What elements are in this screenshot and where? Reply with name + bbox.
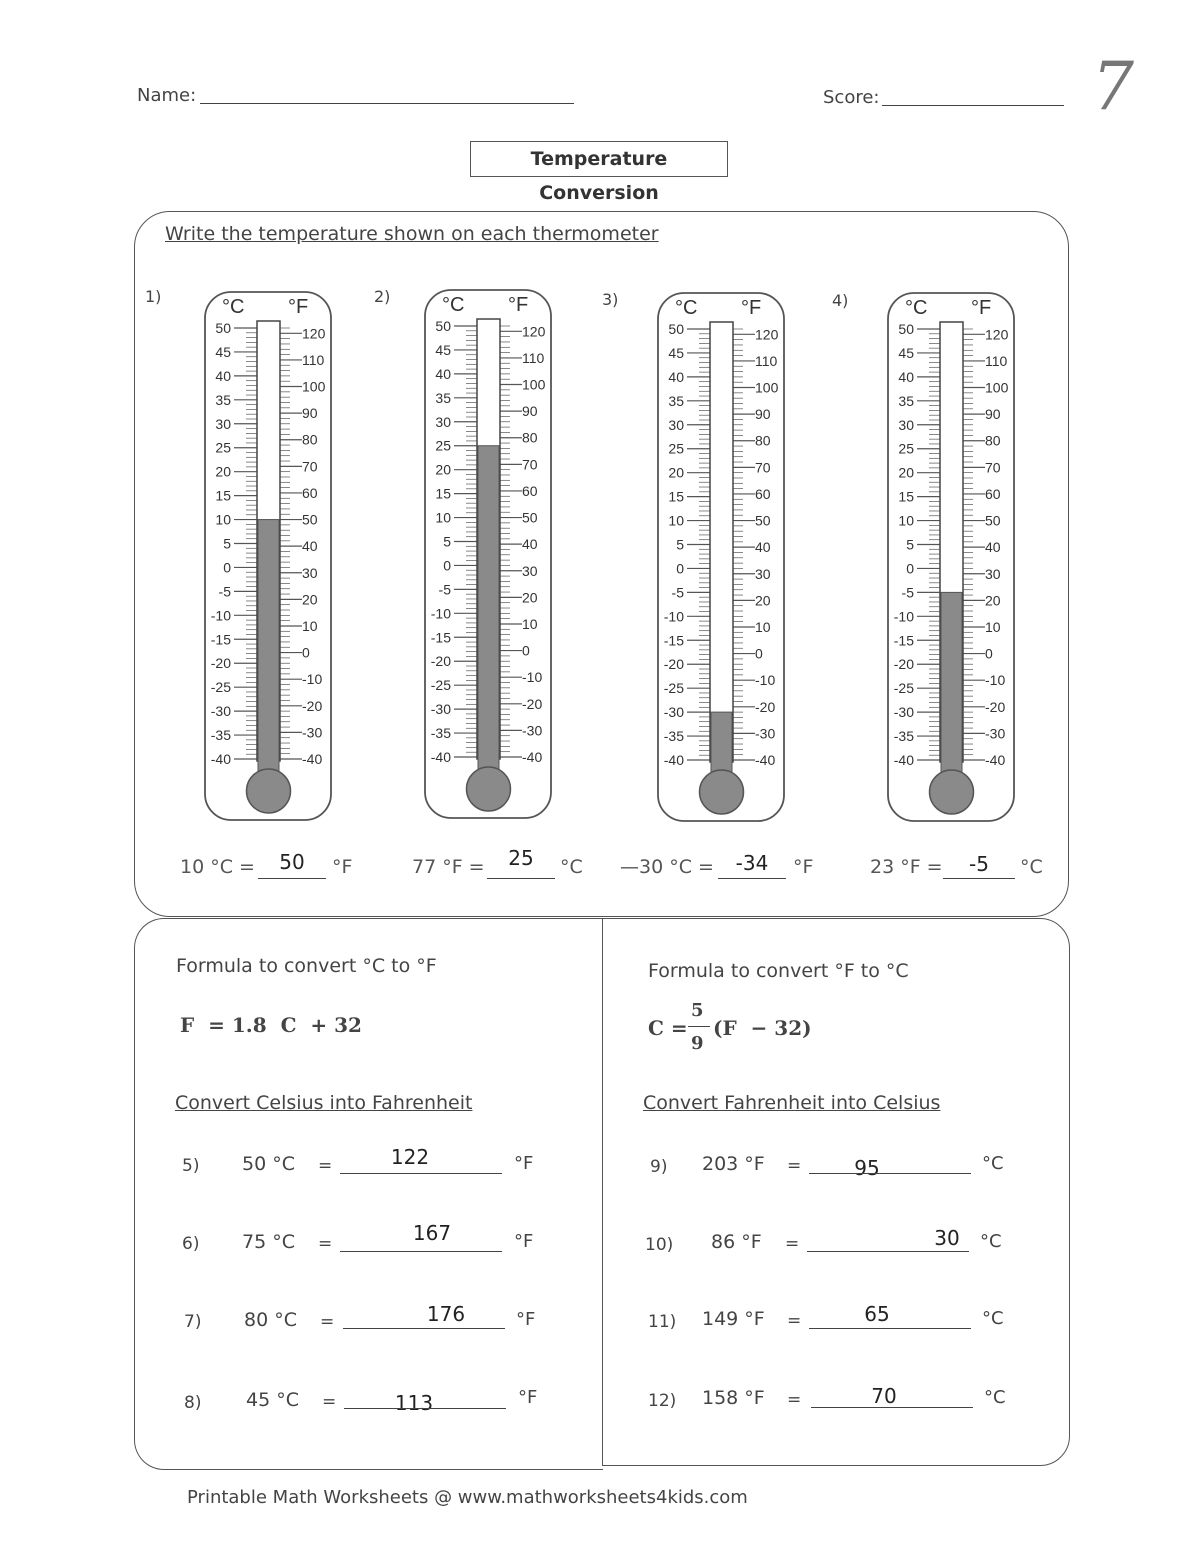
celsius-tick-label: -20 — [210, 655, 231, 672]
celsius-tick-label: 30 — [668, 416, 684, 433]
fahrenheit-tick-label: 40 — [302, 538, 318, 555]
celsius-tick-label: -15 — [210, 631, 231, 648]
celsius-tick-label: -20 — [430, 653, 451, 670]
fahrenheit-tick-label: 120 — [755, 326, 779, 343]
right-section-title: Convert Fahrenheit into Celsius — [643, 1092, 941, 1114]
fahrenheit-tick-label: 10 — [755, 618, 771, 635]
thermometer-graphic — [657, 292, 785, 822]
fahrenheit-tick-label: -30 — [985, 725, 1006, 742]
thermometer-equation-prefix: 77 °F = — [412, 856, 485, 878]
celsius-tick-label: 5 — [223, 535, 231, 552]
celsius-tick-label: -10 — [663, 608, 684, 625]
celsius-tick-label: -25 — [663, 680, 684, 697]
celsius-tick-label: 20 — [435, 461, 451, 478]
thermometer-answer-blank[interactable] — [487, 878, 555, 879]
answer-text: 30 — [934, 1226, 960, 1250]
celsius-tick-label: -40 — [893, 752, 914, 768]
problem-number: 12) — [648, 1391, 677, 1411]
fahrenheit-tick-label: 110 — [985, 352, 1008, 369]
fahrenheit-tick-label: 70 — [302, 458, 318, 475]
answer-text: 113 — [394, 1391, 434, 1415]
fahrenheit-tick-label: 30 — [985, 565, 1001, 582]
fahrenheit-tick-label: -20 — [985, 698, 1006, 715]
fahrenheit-tick-label: -20 — [302, 697, 323, 714]
fahrenheit-tick-label: 60 — [755, 485, 771, 502]
fahrenheit-tick-label: -30 — [522, 722, 543, 739]
fahrenheit-tick-label: 100 — [755, 379, 779, 396]
fahrenheit-tick-label: 20 — [522, 589, 538, 606]
answer-blank[interactable] — [811, 1407, 973, 1408]
thermometer-answer: -34 — [735, 851, 769, 875]
fahrenheit-tick-label: 50 — [755, 512, 771, 529]
problem-number: 11) — [648, 1312, 677, 1332]
c-to-f-formula: F = 1.8 C + 32 — [180, 1013, 362, 1037]
celsius-unit-label: °C — [675, 297, 698, 319]
fahrenheit-tick-label: -40 — [522, 749, 543, 765]
equals-sign: = — [322, 1392, 337, 1412]
fahrenheit-tick-label: 40 — [755, 539, 771, 556]
celsius-tick-label: 45 — [215, 343, 231, 360]
problem-number: 7) — [184, 1312, 202, 1332]
answer-blank[interactable] — [809, 1173, 971, 1174]
fahrenheit-tick-label: 60 — [302, 484, 318, 501]
celsius-tick-label: 25 — [898, 440, 914, 457]
celsius-tick-label: 40 — [435, 365, 451, 382]
fahrenheit-tick-label: 60 — [522, 482, 538, 499]
celsius-tick-label: 15 — [898, 488, 914, 505]
celsius-tick-label: 0 — [906, 560, 914, 577]
equals-sign: = — [787, 1156, 802, 1176]
thermometer-answer-blank[interactable] — [718, 878, 786, 879]
celsius-tick-label: -30 — [893, 704, 914, 721]
fahrenheit-tick-label: 100 — [522, 376, 546, 393]
celsius-tick-label: -15 — [430, 629, 451, 646]
equals-sign: = — [785, 1234, 800, 1254]
problem-value: 158 °F — [702, 1387, 765, 1409]
celsius-tick-label: 35 — [215, 391, 231, 408]
fahrenheit-tick-label: -20 — [755, 698, 776, 715]
problem-number: 5) — [182, 1156, 200, 1176]
fahrenheit-tick-label: 110 — [755, 352, 778, 369]
celsius-tick-label: -30 — [210, 703, 231, 720]
equals-sign: = — [787, 1390, 802, 1410]
thermometer-equation-unit: °F — [793, 856, 814, 878]
celsius-tick-label: 20 — [215, 463, 231, 480]
fahrenheit-tick-label: 10 — [985, 618, 1001, 635]
unit-label: °C — [982, 1308, 1004, 1329]
thermometer-equation-prefix: 10 °C = — [180, 856, 255, 878]
unit-label: °C — [982, 1153, 1004, 1174]
celsius-tick-label: 10 — [215, 511, 231, 528]
fahrenheit-tick-label: 20 — [985, 592, 1001, 609]
fahrenheit-tick-label: 90 — [985, 406, 1001, 423]
thermometer-bulb — [247, 769, 291, 813]
answer-text: 122 — [390, 1145, 430, 1169]
problem-value: 75 °C — [242, 1231, 295, 1253]
fahrenheit-tick-label: 90 — [522, 403, 538, 420]
celsius-tick-label: 50 — [668, 321, 684, 337]
answer-text: 167 — [412, 1221, 452, 1245]
thermometer — [887, 292, 1015, 822]
fahrenheit-unit-label: °F — [508, 294, 529, 316]
celsius-tick-label: 0 — [443, 557, 451, 574]
fahrenheit-tick-label: 10 — [302, 617, 318, 634]
fahrenheit-tick-label: -10 — [302, 671, 323, 688]
celsius-tick-label: -15 — [663, 632, 684, 649]
celsius-tick-label: 45 — [898, 344, 914, 361]
answer-blank[interactable] — [340, 1173, 502, 1174]
celsius-tick-label: 35 — [668, 392, 684, 409]
equals-sign: = — [318, 1234, 333, 1254]
problem-value: 149 °F — [702, 1308, 765, 1330]
score-field[interactable] — [882, 105, 1064, 106]
problem-value: 50 °C — [242, 1153, 295, 1175]
fahrenheit-tick-label: 120 — [985, 326, 1009, 343]
thermometer-answer: 25 — [508, 846, 534, 870]
score-label: Score: — [823, 87, 880, 108]
celsius-tick-label: 20 — [898, 464, 914, 481]
problem-number: 10) — [645, 1235, 674, 1255]
footer-text: Printable Math Worksheets @ www.mathworksheets4kids.com — [187, 1487, 748, 1508]
celsius-tick-label: 20 — [668, 464, 684, 481]
f-to-c-fraction-numerator: 5 — [691, 1000, 704, 1021]
fahrenheit-tick-label: 0 — [302, 644, 310, 661]
celsius-tick-label: -25 — [893, 680, 914, 697]
fahrenheit-tick-label: -40 — [985, 752, 1006, 768]
fahrenheit-tick-label: 90 — [302, 405, 318, 422]
celsius-tick-label: 40 — [668, 368, 684, 385]
celsius-tick-label: -20 — [663, 656, 684, 673]
fahrenheit-tick-label: 120 — [302, 325, 326, 342]
answer-blank[interactable] — [343, 1328, 505, 1329]
celsius-tick-label: 15 — [668, 488, 684, 505]
unit-label: °C — [980, 1231, 1002, 1252]
answer-text: 70 — [871, 1384, 897, 1408]
fahrenheit-tick-label: -40 — [755, 752, 776, 768]
celsius-tick-label: -25 — [430, 677, 451, 694]
celsius-tick-label: -40 — [430, 749, 451, 765]
fahrenheit-tick-label: 20 — [755, 592, 771, 609]
fahrenheit-unit-label: °F — [288, 296, 309, 318]
celsius-tick-label: -5 — [671, 584, 684, 601]
mercury-column — [711, 712, 732, 772]
answer-text: 65 — [864, 1302, 890, 1326]
celsius-tick-label: 45 — [435, 341, 451, 358]
thermometer-bulb — [930, 770, 974, 814]
mercury-column — [478, 446, 499, 769]
instruction-text: Write the temperature shown on each thermometer — [165, 223, 659, 245]
answer-text: 95 — [854, 1156, 880, 1180]
fahrenheit-tick-label: -10 — [755, 672, 776, 689]
problem-number: 9) — [650, 1157, 668, 1177]
thermometer-equation-prefix: 23 °F = — [870, 856, 943, 878]
f-to-c-formula-lhs: C = — [648, 1016, 688, 1040]
thermometer-number: 2) — [374, 287, 391, 306]
unit-label: °F — [514, 1231, 534, 1252]
fahrenheit-tick-label: 80 — [302, 431, 318, 448]
celsius-tick-label: 5 — [676, 536, 684, 553]
celsius-tick-label: 50 — [435, 318, 451, 334]
fahrenheit-tick-label: 100 — [302, 378, 326, 395]
unit-label: °F — [518, 1387, 538, 1408]
thermometer-tube — [710, 322, 733, 762]
celsius-tick-label: 50 — [898, 321, 914, 337]
celsius-tick-label: -30 — [663, 704, 684, 721]
fahrenheit-tick-label: 110 — [302, 351, 325, 368]
fahrenheit-tick-label: 110 — [522, 349, 545, 366]
thermometer-answer: -5 — [969, 852, 989, 876]
fahrenheit-tick-label: 70 — [985, 459, 1001, 476]
fahrenheit-tick-label: 10 — [522, 615, 538, 632]
fahrenheit-tick-label: 40 — [522, 536, 538, 553]
name-field[interactable] — [200, 103, 574, 104]
problem-value: 86 °F — [711, 1231, 762, 1253]
celsius-tick-label: -40 — [663, 752, 684, 768]
worksheet-title: Temperature Conversion — [470, 141, 728, 177]
fahrenheit-tick-label: 20 — [302, 591, 318, 608]
thermometer-equation-unit: °C — [1020, 856, 1043, 878]
answer-blank[interactable] — [344, 1408, 506, 1409]
celsius-tick-label: 25 — [215, 439, 231, 456]
fahrenheit-tick-label: 80 — [522, 429, 538, 446]
celsius-tick-label: -10 — [893, 608, 914, 625]
thermometer-number: 3) — [602, 290, 619, 309]
problem-number: 8) — [184, 1393, 202, 1413]
celsius-tick-label: -35 — [893, 728, 914, 745]
fahrenheit-tick-label: 30 — [302, 564, 318, 581]
fahrenheit-unit-label: °F — [971, 297, 992, 319]
fahrenheit-tick-label: -20 — [522, 695, 543, 712]
celsius-unit-label: °C — [905, 297, 928, 319]
fahrenheit-tick-label: -30 — [302, 724, 323, 741]
thermometer-bulb — [700, 770, 744, 814]
celsius-tick-label: -10 — [430, 605, 451, 622]
fahrenheit-tick-label: 0 — [522, 642, 530, 659]
thermometer-number: 1) — [145, 287, 162, 306]
fahrenheit-tick-label: 60 — [985, 485, 1001, 502]
f-to-c-formula-label: Formula to convert °F to °C — [648, 960, 909, 982]
celsius-unit-label: °C — [442, 294, 465, 316]
celsius-tick-label: 10 — [898, 512, 914, 529]
celsius-tick-label: -5 — [438, 581, 451, 598]
problem-number: 6) — [182, 1234, 200, 1254]
thermometer — [204, 291, 332, 821]
celsius-tick-label: 5 — [443, 533, 451, 550]
fahrenheit-tick-label: 80 — [985, 432, 1001, 449]
equals-sign: = — [787, 1311, 802, 1331]
celsius-tick-label: -35 — [430, 725, 451, 742]
celsius-tick-label: -20 — [893, 656, 914, 673]
fahrenheit-tick-label: -10 — [985, 672, 1006, 689]
fahrenheit-tick-label: 100 — [985, 379, 1009, 396]
unit-label: °F — [516, 1309, 536, 1330]
fahrenheit-tick-label: 40 — [985, 539, 1001, 556]
thermometer-answer: 50 — [279, 850, 305, 874]
answer-blank[interactable] — [809, 1328, 971, 1329]
celsius-tick-label: -40 — [210, 751, 231, 767]
thermometer-graphic — [424, 289, 552, 819]
celsius-unit-label: °C — [222, 296, 245, 318]
unit-label: °C — [984, 1387, 1006, 1408]
celsius-tick-label: 40 — [898, 368, 914, 385]
celsius-tick-label: 35 — [898, 392, 914, 409]
celsius-tick-label: 10 — [668, 512, 684, 529]
celsius-tick-label: -5 — [218, 583, 231, 600]
thermometer-equation-prefix: —30 °C = — [620, 856, 714, 878]
fahrenheit-tick-label: 70 — [755, 459, 771, 476]
f-to-c-formula-rhs: (F − 32) — [713, 1016, 812, 1040]
celsius-tick-label: 15 — [435, 485, 451, 502]
fahrenheit-tick-label: -10 — [522, 669, 543, 686]
fahrenheit-tick-label: 70 — [522, 456, 538, 473]
fahrenheit-tick-label: 0 — [985, 645, 993, 662]
celsius-tick-label: -15 — [893, 632, 914, 649]
fahrenheit-tick-label: 50 — [985, 512, 1001, 529]
c-to-f-formula-label: Formula to convert °C to °F — [176, 955, 437, 977]
celsius-tick-label: 30 — [898, 416, 914, 433]
celsius-tick-label: 0 — [223, 559, 231, 576]
thermometer — [424, 289, 552, 819]
thermometer-number: 4) — [832, 291, 849, 310]
fahrenheit-tick-label: 0 — [755, 645, 763, 662]
celsius-tick-label: -5 — [901, 584, 914, 601]
fahrenheit-tick-label: -30 — [755, 725, 776, 742]
fahrenheit-tick-label: 30 — [755, 565, 771, 582]
celsius-tick-label: -35 — [210, 727, 231, 744]
fahrenheit-tick-label: 30 — [522, 562, 538, 579]
thermometer-graphic — [887, 292, 1015, 822]
celsius-tick-label: 0 — [676, 560, 684, 577]
equals-sign: = — [318, 1156, 333, 1176]
fahrenheit-tick-label: 120 — [522, 323, 546, 340]
celsius-tick-label: 50 — [215, 320, 231, 336]
fraction-bar — [688, 1026, 710, 1027]
fahrenheit-tick-label: 90 — [755, 406, 771, 423]
answer-blank[interactable] — [807, 1251, 969, 1252]
celsius-tick-label: 15 — [215, 487, 231, 504]
celsius-tick-label: -35 — [663, 728, 684, 745]
unit-label: °F — [514, 1153, 534, 1174]
name-label: Name: — [137, 85, 197, 106]
thermometer-graphic — [204, 291, 332, 821]
celsius-tick-label: -25 — [210, 679, 231, 696]
celsius-tick-label: -10 — [210, 607, 231, 624]
problem-value: 203 °F — [702, 1153, 765, 1175]
mercury-column — [258, 520, 279, 771]
thermometer-equation-unit: °F — [332, 856, 353, 878]
fahrenheit-tick-label: 50 — [522, 509, 538, 526]
celsius-tick-label: 25 — [435, 437, 451, 454]
celsius-tick-label: 35 — [435, 389, 451, 406]
thermometer-equation-unit: °C — [560, 856, 583, 878]
celsius-tick-label: 10 — [435, 509, 451, 526]
thermometer-answer-blank[interactable] — [943, 878, 1015, 879]
problem-value: 45 °C — [246, 1389, 299, 1411]
thermometer — [657, 292, 785, 822]
mercury-column — [941, 592, 962, 772]
handwritten-score-mark: 7 — [1092, 48, 1134, 125]
celsius-tick-label: 45 — [668, 344, 684, 361]
left-section-title: Convert Celsius into Fahrenheit — [175, 1092, 473, 1114]
celsius-tick-label: 40 — [215, 367, 231, 384]
f-to-c-fraction-denominator: 9 — [691, 1033, 704, 1054]
answer-blank[interactable] — [340, 1251, 502, 1252]
answer-text: 176 — [426, 1302, 466, 1326]
celsius-tick-label: 30 — [215, 415, 231, 432]
thermometer-answer-blank[interactable] — [258, 878, 326, 879]
fahrenheit-tick-label: 80 — [755, 432, 771, 449]
celsius-tick-label: 25 — [668, 440, 684, 457]
thermometer-bulb — [467, 767, 511, 811]
fahrenheit-unit-label: °F — [741, 297, 762, 319]
celsius-tick-label: 5 — [906, 536, 914, 553]
fahrenheit-tick-label: -40 — [302, 751, 323, 767]
celsius-tick-label: -30 — [430, 701, 451, 718]
equals-sign: = — [320, 1312, 335, 1332]
celsius-tick-label: 30 — [435, 413, 451, 430]
fahrenheit-tick-label: 50 — [302, 511, 318, 528]
problem-value: 80 °C — [244, 1309, 297, 1331]
